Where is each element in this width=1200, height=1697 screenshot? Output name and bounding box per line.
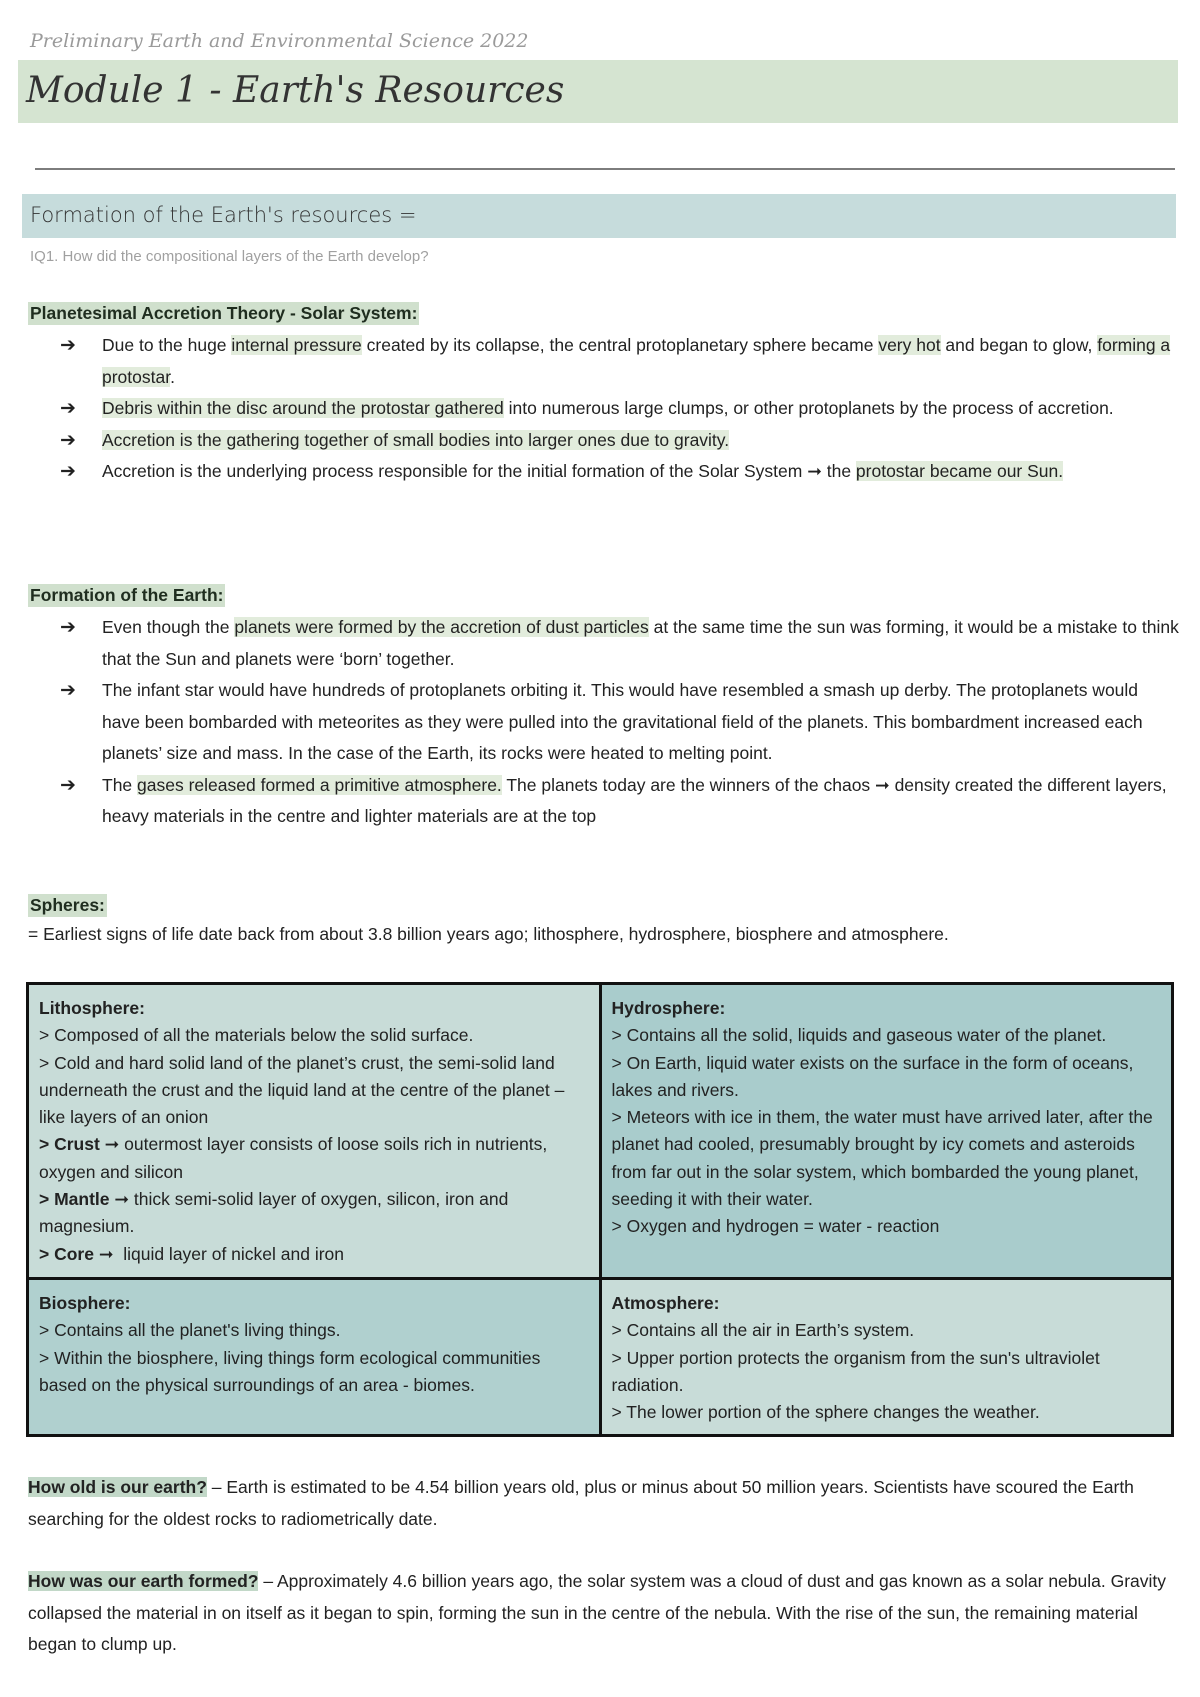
hydrosphere-cell xyxy=(600,984,1173,1279)
crust-line xyxy=(39,1131,589,1186)
lithosphere-cell xyxy=(28,984,601,1279)
right-arrow-icon: ➔ xyxy=(60,680,76,701)
list-item xyxy=(60,770,1180,833)
list-item xyxy=(60,456,1180,488)
section-title: Formation of the Earth's resources = xyxy=(30,203,417,227)
cell-line: > Contains all the air in Earth’s system. xyxy=(611,1320,915,1341)
highlight: very hot xyxy=(878,335,941,355)
list-item xyxy=(60,330,1180,393)
highlight: gases released formed a primitive atmosphere. xyxy=(137,774,502,795)
core-line xyxy=(39,1241,589,1268)
cell-line: > Contains all the solid, liquids and gaseous water of the planet. xyxy=(611,1025,1107,1046)
right-arrow-icon: ➔ xyxy=(60,398,76,419)
text: Accretion is the underlying process responsible for the initial formation of the Solar System ➞ the xyxy=(102,461,856,481)
inquiry-question: IQ1. How did the compositional layers of the Earth develop? xyxy=(30,248,429,265)
list-item xyxy=(60,612,1180,675)
spheres-intro: = Earliest signs of life date back from about 3.8 billion years ago; lithosphere, hydrosphere, biosphere and atmosphere. xyxy=(28,924,949,944)
text: The infant star would have hundreds of protoplanets orbiting it. This would have resembled a smash up derby. The protoplanets would have been bombarded with meteorites as they were pulled into the gravitational field of the planets. This bombardment increased each planets’ size and mass. In the case of the Earth, its rocks were heated to melting point. xyxy=(102,680,1143,763)
section-banner xyxy=(22,194,1176,238)
right-arrow-icon: ➔ xyxy=(60,461,76,482)
cell-line: > Meteors with ice in them, the water must have arrived later, after the planet had cooled, presumably brought by icy comets and asteroids from far out in the solar system, which bombarded the young planet, seeding it with their water. xyxy=(611,1107,1153,1210)
cell-line: > Cold and hard solid land of the planet’s crust, the semi-solid land underneath the crust and the liquid land at the centre of the planet – like layers of an onion xyxy=(39,1052,565,1128)
cell-title: Atmosphere: xyxy=(611,1293,720,1313)
biosphere-cell xyxy=(28,1279,601,1436)
divider-line xyxy=(35,168,1175,170)
planetesimal-heading: Planetesimal Accretion Theory - Solar System: xyxy=(30,303,418,323)
text: and began to glow, xyxy=(940,335,1098,355)
text: outermost layer consists of loose soils rich in nutrients, oxygen and silicon xyxy=(39,1134,548,1182)
planetesimal-list xyxy=(60,330,1180,488)
text: Due to the huge xyxy=(102,335,232,355)
cell-line: > The lower portion of the sphere changes the weather. xyxy=(611,1402,1040,1423)
text: at the same time the sun was forming, it would be a mistake to think that the Sun and planets were ‘born’ together. xyxy=(102,617,1179,669)
right-arrow-icon: ➔ xyxy=(60,617,76,638)
text: . xyxy=(170,366,175,387)
earth-age-paragraph xyxy=(28,1472,1176,1535)
text: The planets today are the winners of the chaos ➞ density created the different layers, heavy materials in the centre and lighter materials are at the top xyxy=(102,774,1167,826)
highlight: Accretion is the gathering together of small bodies into larger ones due to gravity. xyxy=(102,429,730,450)
cell-line: > On Earth, liquid water exists on the surface in the form of oceans, lakes and rivers. xyxy=(611,1052,1134,1100)
list-item xyxy=(60,393,1180,425)
cell-line: > Composed of all the materials below the solid surface. xyxy=(39,1025,474,1046)
cell-line: > Oxygen and hydrogen = water - reaction xyxy=(611,1216,940,1237)
spheres-heading: Spheres: xyxy=(30,895,105,915)
module-banner xyxy=(18,60,1178,123)
cell-title: Biosphere: xyxy=(39,1293,131,1313)
question-label: How was our earth formed? xyxy=(28,1571,259,1591)
cell-title: Lithosphere: xyxy=(39,998,145,1018)
text: liquid layer of nickel and iron xyxy=(113,1243,345,1264)
earth-formed-paragraph xyxy=(28,1566,1176,1661)
text: created by its collapse, the central protoplanetary sphere became xyxy=(361,335,879,355)
question-label: How old is our earth? xyxy=(28,1477,207,1497)
earth-formation-list xyxy=(60,612,1180,833)
atmosphere-cell xyxy=(600,1279,1173,1436)
text: thick semi-solid layer of oxygen, silicon, iron and magnesium. xyxy=(39,1189,509,1237)
text: Even though the xyxy=(102,617,235,637)
core-label: > Core ➞ xyxy=(39,1243,114,1264)
spheres-table xyxy=(26,982,1174,1437)
answer-text: – Earth is estimated to be 4.54 billion years old, plus or minus about 50 million years. Scientists have scoured the Earth searching for the oldest rocks to radiometrically date. xyxy=(28,1477,1134,1529)
highlight: protostar became our Sun. xyxy=(855,461,1064,481)
list-item xyxy=(60,675,1180,770)
highlight: Debris within the disc around the protostar gathered xyxy=(102,398,504,418)
cell-title: Hydrosphere: xyxy=(611,998,726,1018)
module-title: Module 1 - Earth's Resources xyxy=(26,70,565,111)
highlight: planets were formed by the accretion of dust particles xyxy=(234,617,649,637)
highlight: forming a protostar xyxy=(102,335,1171,387)
cell-line: > Upper portion protects the organism from the sun's ultraviolet radiation. xyxy=(611,1347,1100,1395)
text: The xyxy=(102,774,138,795)
earth-formation-heading: Formation of the Earth: xyxy=(30,585,224,605)
right-arrow-icon: ➔ xyxy=(60,335,76,356)
right-arrow-icon: ➔ xyxy=(60,429,76,451)
cell-line: > Within the biosphere, living things form ecological communities based on the physical surroundings of an area - biomes. xyxy=(39,1347,541,1395)
text: into numerous large clumps, or other protoplanets by the process of accretion. xyxy=(503,398,1114,418)
right-arrow-icon: ➔ xyxy=(60,774,76,796)
list-item xyxy=(60,425,1180,457)
course-subtitle: Preliminary Earth and Environmental Science 2022 xyxy=(30,30,529,52)
answer-text: – Approximately 4.6 billion years ago, the solar system was a cloud of dust and gas known as a solar nebula. Gravity collapsed the material in on itself as it began to spin, forming the sun in the centre of the nebula. With the rise of the sun, the remaining material began to clump up. xyxy=(28,1571,1167,1654)
cell-line: > Contains all the planet's living things. xyxy=(39,1320,341,1341)
mantle-line xyxy=(39,1186,589,1241)
mantle-label: > Mantle ➞ xyxy=(39,1189,130,1210)
highlight: internal pressure xyxy=(231,335,362,355)
crust-label: > Crust ➞ xyxy=(39,1134,120,1155)
